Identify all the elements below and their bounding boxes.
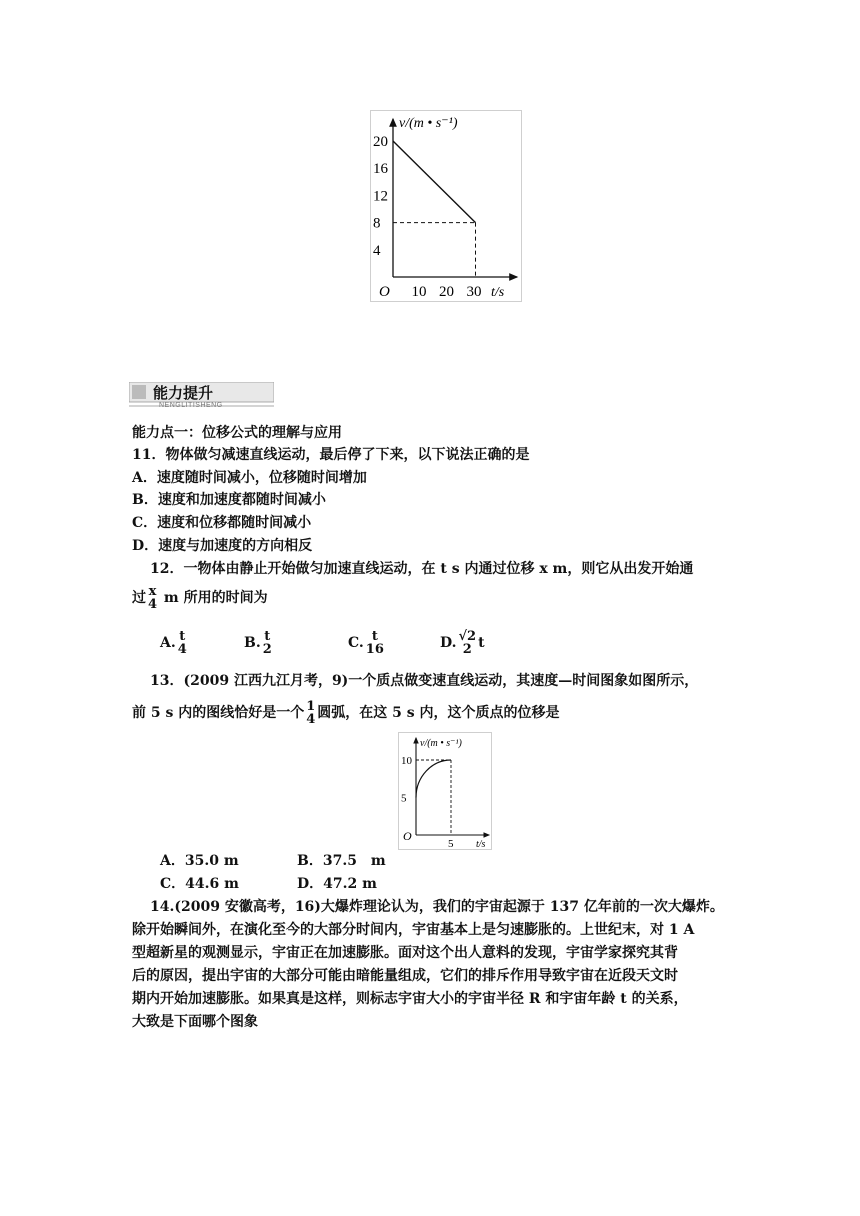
- q13-stem: 13．(2009 江西九江月考，9)一个质点做变速直线运动，其速度—时间图象如图所示，: [150, 673, 699, 689]
- frac-num: t: [179, 629, 186, 644]
- option-tail: t: [478, 635, 485, 651]
- velocity-line: [393, 141, 476, 223]
- q12-line2-pre: 过: [132, 590, 146, 606]
- q14-line-4: 后的原因，提出宇宙的大部分可能由暗能量组成，它们的排斥作用导致宇宙在近段天文时: [132, 968, 678, 984]
- x-tick-label: 20: [439, 284, 454, 300]
- figure-2-svg: [399, 733, 491, 849]
- x-tick-label: 30: [466, 284, 482, 300]
- q13-line2-post: 圆弧，在这 5 s 内，这个质点的位移是: [317, 705, 560, 721]
- option-label: C.: [348, 635, 364, 651]
- q11-option-a: A．速度随时间减小，位移随时间增加: [132, 470, 367, 486]
- q11-option-b: B．速度和加速度都随时间减小: [132, 492, 326, 508]
- y-tick-label: 4: [373, 242, 381, 259]
- y-tick-label: 20: [373, 134, 388, 150]
- x-tick-label: 10: [411, 284, 427, 300]
- q13-option-d: D．47.2 m: [297, 876, 377, 892]
- q11-option-c: C．速度和位移都随时间减小: [132, 515, 312, 531]
- origin-label: O: [403, 829, 412, 843]
- q14-line-6: 大致是下面哪个图象: [132, 1014, 258, 1030]
- q12-option-b: [244, 630, 274, 656]
- q13-line2-pre: 前 5 s 内的图线恰好是一个: [132, 705, 305, 721]
- y-axis-label: v/(m • s⁻¹): [420, 738, 462, 749]
- q14-line-5: 期内开始加速膨胀。如果真是这样，则标志宇宙大小的宇宙半径 R 和宇宙年龄 t 的关系，: [132, 991, 688, 1007]
- option-label: B.: [244, 635, 261, 651]
- frac-den: 2: [262, 642, 272, 657]
- x-tick-label: 5: [448, 838, 454, 849]
- x-axis-label: t/s: [476, 839, 486, 849]
- q11-stem: 11．物体做匀减速直线运动，最后停了下来，以下说法正确的是: [132, 447, 530, 463]
- banner-subtitle: NENGLITISHENG: [159, 402, 223, 409]
- option-b-fraction: [263, 630, 272, 656]
- velocity-arc: [416, 760, 451, 798]
- y-tick-label: 10: [401, 755, 412, 767]
- option-d-fraction: [459, 630, 477, 656]
- q12-option-a: [160, 630, 189, 656]
- section-banner: [129, 382, 274, 410]
- frac-den: 4: [177, 642, 187, 657]
- origin-label: O: [379, 284, 390, 300]
- q14-line-3: 型超新星的观测显示，宇宙正在加速膨胀。面对这个出人意料的发现，宇宙学家探究其背: [132, 945, 678, 961]
- option-c-fraction: [366, 630, 384, 656]
- q13-option-c: C．44.6 m: [160, 876, 239, 892]
- frac-den: 16: [365, 642, 384, 657]
- frac-den: 4: [148, 597, 158, 612]
- q12-stem: 12．一物体由静止开始做匀加速直线运动，在 t s 内通过位移 x m，则它从出发开始通: [150, 561, 694, 577]
- frac-num: x: [148, 584, 157, 599]
- q12-option-c: [348, 630, 386, 656]
- frac-num: 1: [306, 699, 316, 714]
- q14-line-2: 除开始瞬间外，在演化至今的大部分时间内，宇宙基本上是匀速膨胀的。上世纪末，对 1 A: [132, 922, 695, 938]
- q11-option-d: D．速度与加速度的方向相反: [132, 538, 313, 554]
- q13-option-a: A．35.0 m: [160, 853, 239, 869]
- frac-num: t: [264, 629, 271, 644]
- option-a-fraction: [178, 630, 187, 656]
- y-tick-label: 8: [373, 215, 381, 232]
- figure-1-vt-graph: [370, 110, 522, 302]
- option-label: A.: [160, 635, 176, 651]
- x-axis-label: t/s: [491, 285, 505, 300]
- figure-1-svg: [371, 111, 521, 301]
- q14-line-1: 14.(2009 安徽高考，16)大爆炸理论认为，我们的宇宙起源于 137 亿年前的一次大爆炸。: [150, 899, 724, 915]
- q13-option-b: B．37.5 m: [297, 853, 386, 869]
- option-label: D.: [440, 635, 457, 651]
- q12-line2: [132, 585, 268, 611]
- q13-fraction: [306, 700, 315, 726]
- section-title: 能力点一：位移公式的理解与应用: [132, 425, 342, 441]
- frac-den: 4: [306, 712, 316, 727]
- y-axis-label: v/(m • s⁻¹): [399, 116, 458, 131]
- q13-line2: [132, 700, 560, 726]
- q12-option-d: [440, 630, 485, 656]
- frac-den: 2: [462, 642, 472, 657]
- q12-fraction: [148, 585, 157, 611]
- banner-icon: [132, 385, 146, 399]
- frac-num: t: [371, 629, 378, 644]
- figure-2-vt-graph: [398, 732, 492, 850]
- y-tick-label: 5: [401, 792, 407, 805]
- y-tick-label: 16: [373, 161, 388, 178]
- q12-line2-post: m 所用的时间为: [163, 590, 268, 606]
- frac-num: √2: [458, 629, 477, 644]
- banner-title: 能力提升: [153, 384, 214, 402]
- y-tick-label: 12: [373, 188, 388, 205]
